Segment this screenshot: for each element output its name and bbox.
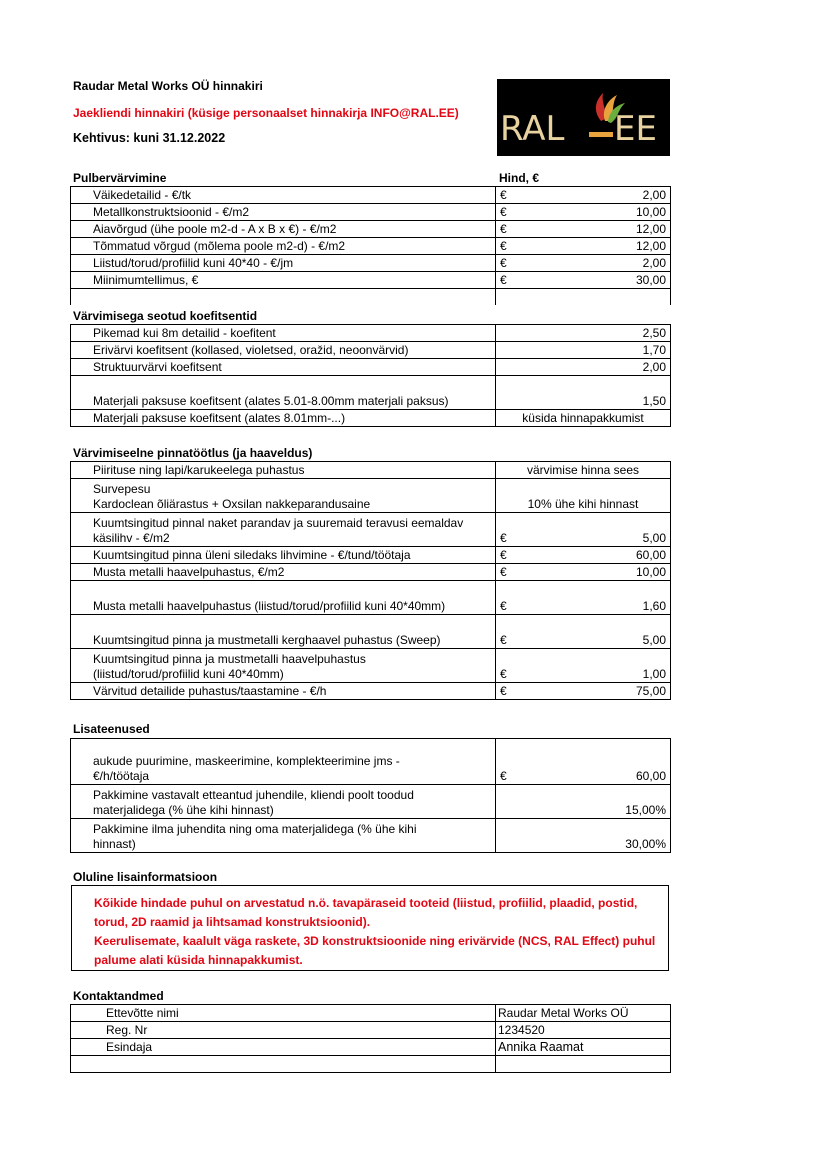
svg-text:EE: EE <box>614 109 657 149</box>
table-row: Musta metalli haavelpuhastus, €/m2 € 10,00 <box>71 564 671 581</box>
table-row: Struktuurvärvi koefitsent 2,00 <box>71 359 671 376</box>
coef-table <box>70 324 671 427</box>
info-box: Kõikide hindade puhul on arvestatud n.ö. tavapäraseid tooteid (liistud, profiilid, plaadid, postid, torud, 2D raamid ja lihtsamad konstruktsioonid). Keerulisemate, kaalult väga raskete, 3D konstruktsioonide ning erivärvide (NCS, RAL Effect) puhul palume alati küsida hinnapakkumist. <box>71 885 669 971</box>
table-row: Pakkimine ilma juhendita ning oma materjalidega (% ühe kihi hinnast) 30,00% <box>71 819 671 853</box>
table-row <box>71 289 671 305</box>
table-row: Miinimumtellimus, € € 30,00 <box>71 272 671 289</box>
table-row: Reg. Nr 1234520 <box>71 1022 671 1039</box>
validity-line: Kehtivus: kuni 31.12.2022 <box>73 131 226 145</box>
table-row: Metallkonstruktsioonid - €/m2 € 10,00 <box>71 204 671 221</box>
logo-text: RAL <box>500 109 565 149</box>
contact-section-title: Kontaktandmed <box>73 989 164 1003</box>
table-row: Musta metalli haavelpuhastus (liistud/torud/profiilid kuni 40*40mm) € 1,60 <box>71 581 671 615</box>
table-row: Piirituse ning lapi/karukeelega puhastus värvimise hinna sees <box>71 462 671 479</box>
table-row: Pakkimine vastavalt etteantud juhendile, kliendi poolt toodud materjalidega (% ühe kihi hinnast) 15,00% <box>71 785 671 819</box>
coef-section-title: Värvimisega seotud koefitsentid <box>73 309 258 323</box>
table-row: Tõmmatud võrgud (mõlema poole m2-d) - €/m2 € 12,00 <box>71 238 671 255</box>
retail-pricelist-note: Jaekliendi hinnakiri (küsige personaalset hinnakirja INFO@RAL.EE) <box>73 106 459 120</box>
powder-section-title: Pulbervärvimine <box>73 171 167 185</box>
table-row: Erivärvi koefitsent (kollased, violetsed, oražid, neoonvärvid) 1,70 <box>71 342 671 359</box>
company-title: Raudar Metal Works OÜ hinnakiri <box>73 79 263 93</box>
table-row: Ettevõtte nimi Raudar Metal Works OÜ <box>71 1005 671 1022</box>
table-row: Liistud/torud/profiilid kuni 40*40 - €/jm € 2,00 <box>71 255 671 272</box>
table-row: Kuumtsingitud pinnal naket parandav ja suuremaid teravusi eemaldav käsilihv - €/m2 € 5,00 <box>71 513 671 547</box>
powder-table <box>70 186 671 305</box>
table-row: Kuumtsingitud pinna ja mustmetalli haavelpuhastus (liistud/torud/profiilid kuni 40*40mm) € 1,00 <box>71 649 671 683</box>
table-row: Materjali paksuse koefitsent (alates 5.01-8.00mm materjali paksus) 1,50 <box>71 376 671 410</box>
pretreatment-table <box>70 461 671 700</box>
info-section-title: Oluline lisainformatsioon <box>73 870 218 884</box>
table-row: Värvitud detailide puhastus/taastamine - €/h € 75,00 <box>71 683 671 700</box>
table-row: Väikedetailid - €/tk € 2,00 <box>71 187 671 204</box>
table-row: Esindaja Annika Raamat <box>71 1039 671 1056</box>
table-row: Kuumtsingitud pinna ja mustmetalli kerghaavel puhastus (Sweep) € 5,00 <box>71 615 671 649</box>
table-row: Survepesu Kardoclean õliärastus + Oxsilan nakkeparandusaine 10% ühe kihi hinnast <box>71 479 671 513</box>
table-row: Pikemad kui 8m detailid - koefitent 2,50 <box>71 325 671 342</box>
table-row: aukude puurimine, maskeerimine, komplekteerimine jms - €/h/töötaja € 60,00 <box>71 739 671 785</box>
extra-services-title: Lisateenused <box>73 722 150 736</box>
price-header: Hind, € <box>499 171 540 185</box>
ral-logo <box>497 79 670 156</box>
table-row: Aiavõrgud (ühe poole m2-d - A x B x €) - €/m2 € 12,00 <box>71 221 671 238</box>
flame-icon <box>497 79 670 156</box>
contact-table <box>70 1004 671 1073</box>
extra-services-table <box>70 738 671 853</box>
table-row <box>71 1056 671 1073</box>
table-row: Materjali paksuse koefitsent (alates 8.01mm-...) küsida hinnapakkumist <box>71 410 671 427</box>
pretreatment-section-title: Värvimiseelne pinnatöötlus (ja haaveldus) <box>73 446 313 460</box>
table-row: Kuumtsingitud pinna üleni siledaks lihvimine - €/tund/töötaja € 60,00 <box>71 547 671 564</box>
